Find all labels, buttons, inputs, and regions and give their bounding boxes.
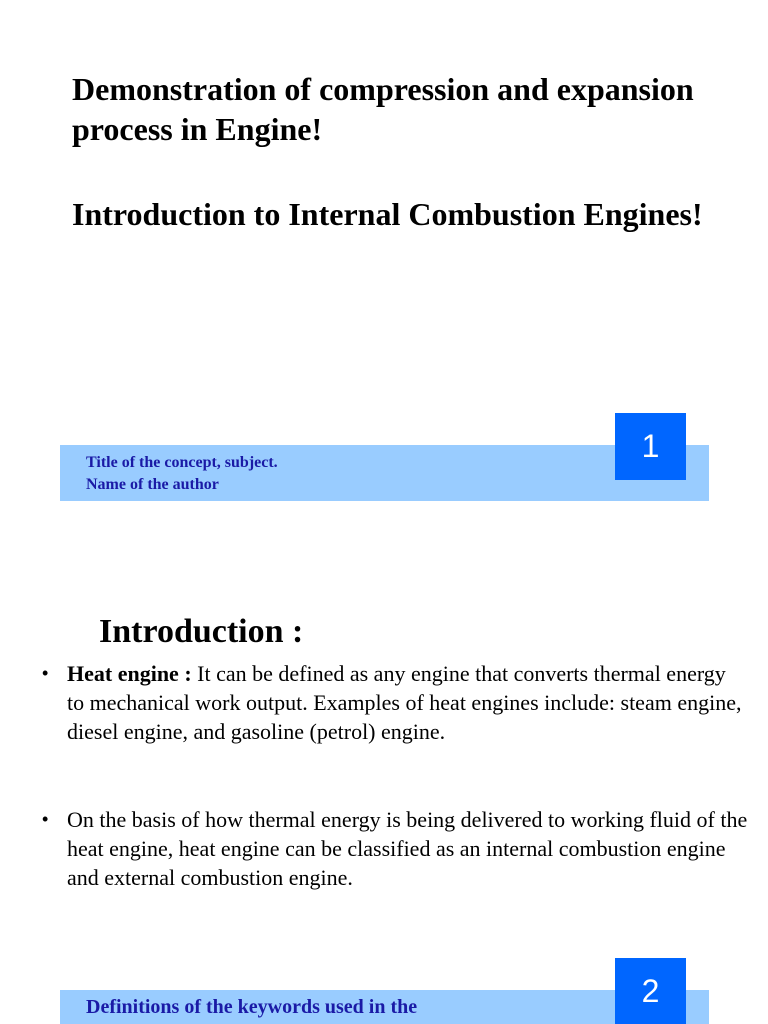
- bullet-term: Heat engine :: [67, 661, 192, 686]
- bullet-text: [67, 659, 748, 746]
- bullet-icon: •: [42, 663, 49, 683]
- bullet-text: On the basis of how thermal energy is being delivered to working fluid of the heat engine, heat engine can be classified as an internal combustion engine and external combustion engine.: [67, 807, 748, 890]
- bullet-icon: •: [42, 809, 49, 829]
- slide-2-page-number: 2: [615, 958, 686, 1024]
- slide-1-title: Demonstration of compression and expansion process in Engine!: [72, 71, 694, 147]
- slide-1-page-number: 1: [615, 413, 686, 480]
- bullet-item: [42, 805, 748, 892]
- slide-1-subtitle: Introduction to Internal Combustion Engines!: [72, 196, 703, 232]
- slide-2: [0, 520, 768, 1024]
- slide-1-band-line-2: Name of the author: [86, 476, 219, 493]
- slide-2-heading: Introduction :: [99, 613, 304, 650]
- bullet-item: [42, 659, 748, 746]
- slide-1-band-line-1: Title of the concept, subject.: [86, 454, 278, 471]
- slide-2-band-line-1: Definitions of the keywords used in the: [86, 996, 418, 1018]
- bullet-body: It can be defined as any engine that converts thermal energy to mechanical work output. Examples of heat engines include: steam engine, diesel engine, and gasoline (petrol) engine.: [67, 661, 742, 744]
